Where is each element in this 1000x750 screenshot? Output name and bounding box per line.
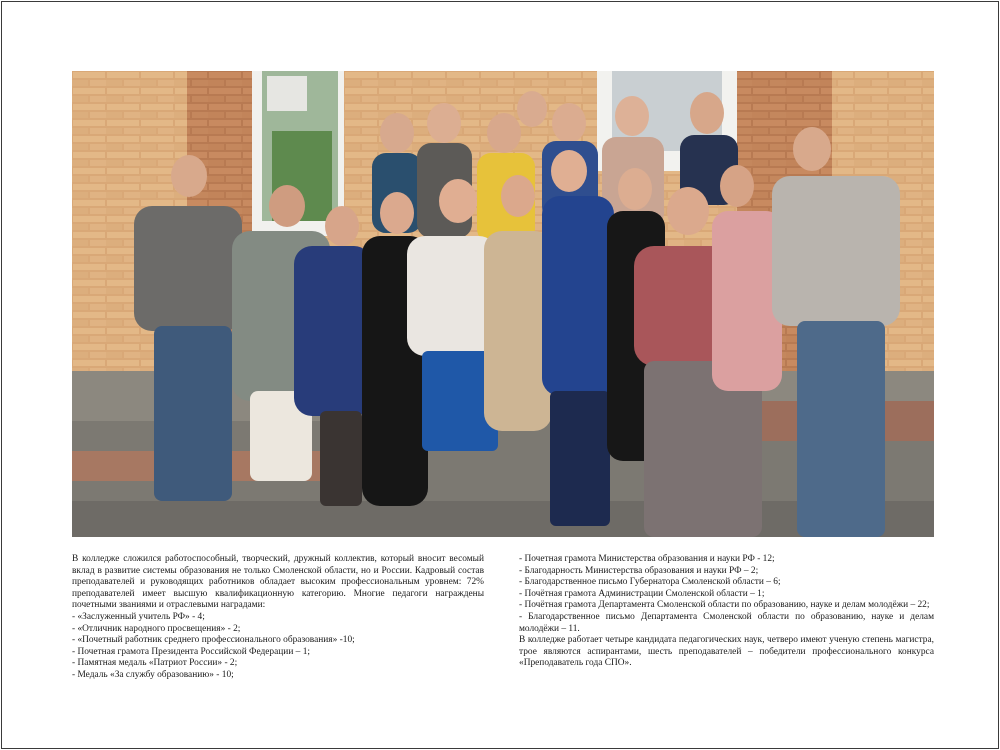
list-item: - Почетная грамота Министерства образования и науки РФ - 12;	[519, 554, 775, 564]
document-page	[1, 1, 999, 749]
list-item: - Памятная медаль «Патриот России» - 2;	[72, 658, 238, 669]
list-item: - Медаль «За службу образованию» - 10;	[72, 669, 234, 680]
list-item: - Почётная грамота Администрации Смоленской области – 1;	[519, 588, 765, 599]
intro-paragraph: В колледже сложился работоспособный, творческий, дружный коллектив, который вносит весомый вклад в развитие системы образования не только Смоленской области, но и России. Кадровый состав преподавателей и руководящих работников обладает высоким профессиональным уровнем: 72% преподавателей имеет высшую квалификационную категорию. Многие педагоги награждены почетными званиями и отраслевыми наградами:	[72, 554, 484, 611]
list-item: - «Отличник народного просвещения» - 2;	[72, 623, 241, 634]
outro-paragraph: В колледже работает четыре кандидата педагогических наук, четверо имеют ученую степень магистра, трое являются аспирантами, шесть преподавателей – победители профессионального конкурса «Преподаватель года СПО».	[519, 635, 934, 669]
awards-list-left	[72, 612, 484, 682]
list-item: - Благодарственное письмо Губернатора Смоленской области – 6;	[519, 577, 781, 588]
right-text-column	[519, 554, 934, 670]
list-item: - Благодарственное письмо Департамента Смоленской области по образованию, науке и делам молодёжи – 11.	[519, 611, 934, 634]
awards-list-right	[519, 554, 934, 635]
list-item: - Благодарность Министерства образования и науки РФ – 2;	[519, 565, 759, 576]
list-item: - Почетная грамота Президента Российской Федерации – 1;	[72, 646, 310, 657]
list-item: - «Почетный работник среднего профессионального образования» -10;	[72, 635, 355, 646]
left-text-column	[72, 554, 484, 682]
group-photo	[72, 71, 934, 537]
list-item: - «Заслуженный учитель РФ» - 4;	[72, 611, 205, 622]
list-item: - Почётная грамота Департамента Смоленской области по образованию, науке и делам молодёжи – 22;	[519, 600, 930, 611]
